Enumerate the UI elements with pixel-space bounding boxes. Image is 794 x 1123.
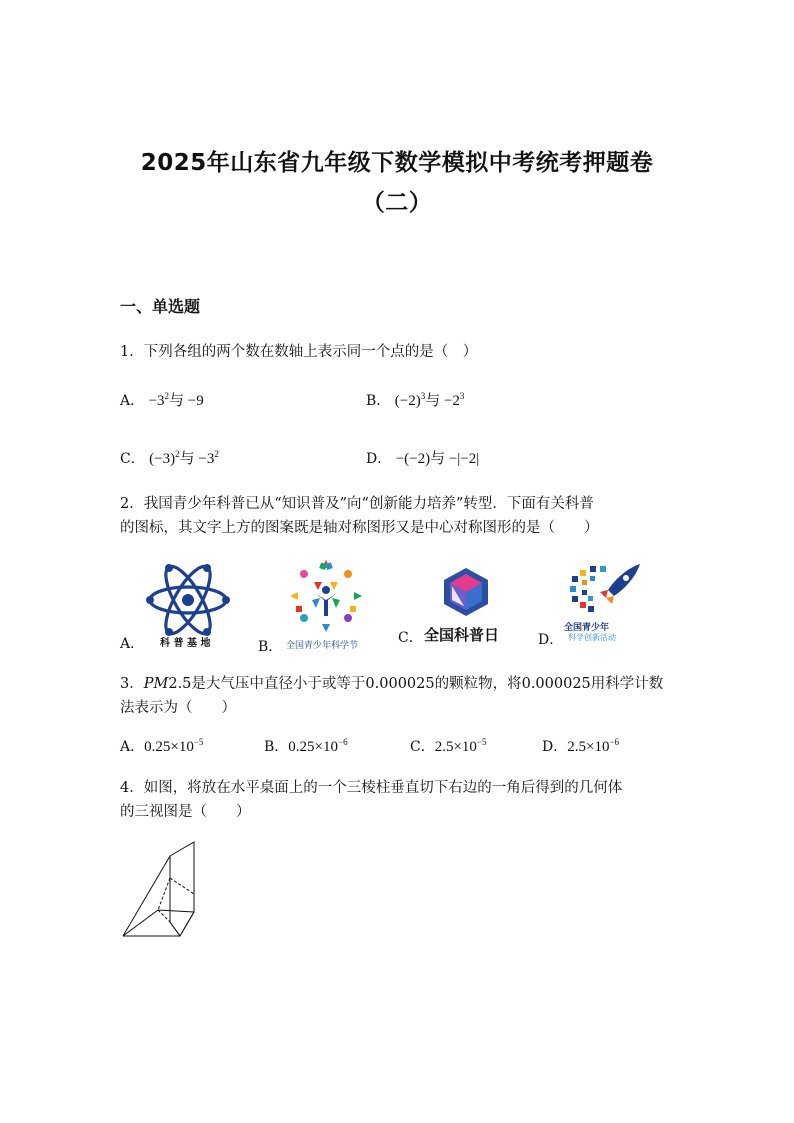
q1-option-d[interactable] <box>366 447 479 468</box>
question-3-stem-line2: 法表示为（ ） <box>120 700 236 716</box>
doc-title-sub: （二） <box>361 190 433 216</box>
q1-option-a[interactable] <box>120 389 204 410</box>
hexagon-cube-logo-icon[interactable] <box>441 566 491 618</box>
q1-b-expr: $(-2)^3$与 $-2^3$ <box>394 391 465 409</box>
question-1-stem: 1．下列各组的两个数在数轴上表示同一个点的是（ ） <box>120 344 478 360</box>
q3-option-b[interactable]: B．$0.25\times 10^{-6}$ <box>264 737 348 755</box>
option-label: D． <box>366 451 392 467</box>
q1-option-c[interactable] <box>120 447 219 468</box>
section-heading: 一、单选题 <box>120 297 201 316</box>
q2-option-c-label[interactable]: C． <box>398 630 423 646</box>
doc-title: 2025年山东省九年级下数学模拟中考统考押题卷 <box>140 150 654 176</box>
q2-d-caption2: 科学创新活动 <box>568 633 616 642</box>
q2-option-a-label[interactable]: A． <box>120 636 145 652</box>
q1-option-b[interactable] <box>366 389 464 410</box>
q2-b-caption: 全国青少年科学节 <box>286 641 359 651</box>
q1-c-expr: $(-3)^2$与 $-3^2$ <box>149 449 219 467</box>
q3-option-c[interactable]: C．$2.5\times 10^{-5}$ <box>410 737 487 755</box>
option-label: A． <box>120 393 145 409</box>
question-2-stem-line1: 2．我国青少年科普已从“知识普及”向“创新能力培养”转型．下面有关科普 <box>120 496 594 512</box>
q1-a-expr: $-3^2$与 −9 <box>148 391 204 409</box>
q2-c-caption: 全国科普日 <box>424 626 500 644</box>
question-4-stem-line2: 的三视图是（ ） <box>120 804 251 820</box>
rosette-logo-icon[interactable] <box>286 558 366 636</box>
q2-d-caption1: 全国青少年 <box>564 623 610 633</box>
q2-option-d-label[interactable]: D． <box>538 632 564 648</box>
q2-option-b-label[interactable]: B． <box>258 639 283 655</box>
q1-d-expr: −(−2)与 −|−2| <box>395 451 480 467</box>
question-2-stem-line2: 的图标，其文字上方的图案既是轴对称图形又是中心对称图形的是（ ） <box>120 520 599 536</box>
rocket-logo-icon[interactable] <box>566 562 646 622</box>
prism-figure <box>118 836 228 942</box>
question-4-stem-line1: 4．如图，将放在水平桌面上的一个三棱柱垂直切下右边的一角后得到的几何体 <box>120 780 623 796</box>
option-label: B． <box>366 393 391 409</box>
question-3-stem-line1: 3．PM2.5是大气压中直径小于或等于0.000025的颗粒物，将0.000025用科学计数 <box>120 676 664 692</box>
option-label: C． <box>120 451 145 467</box>
q3-option-d[interactable]: D．$2.5\times 10^{-6}$ <box>542 737 620 755</box>
q2-a-caption: 科 普 基 地 <box>160 638 211 649</box>
q3-option-a[interactable]: A．$0.25\times 10^{-5}$ <box>120 737 204 755</box>
